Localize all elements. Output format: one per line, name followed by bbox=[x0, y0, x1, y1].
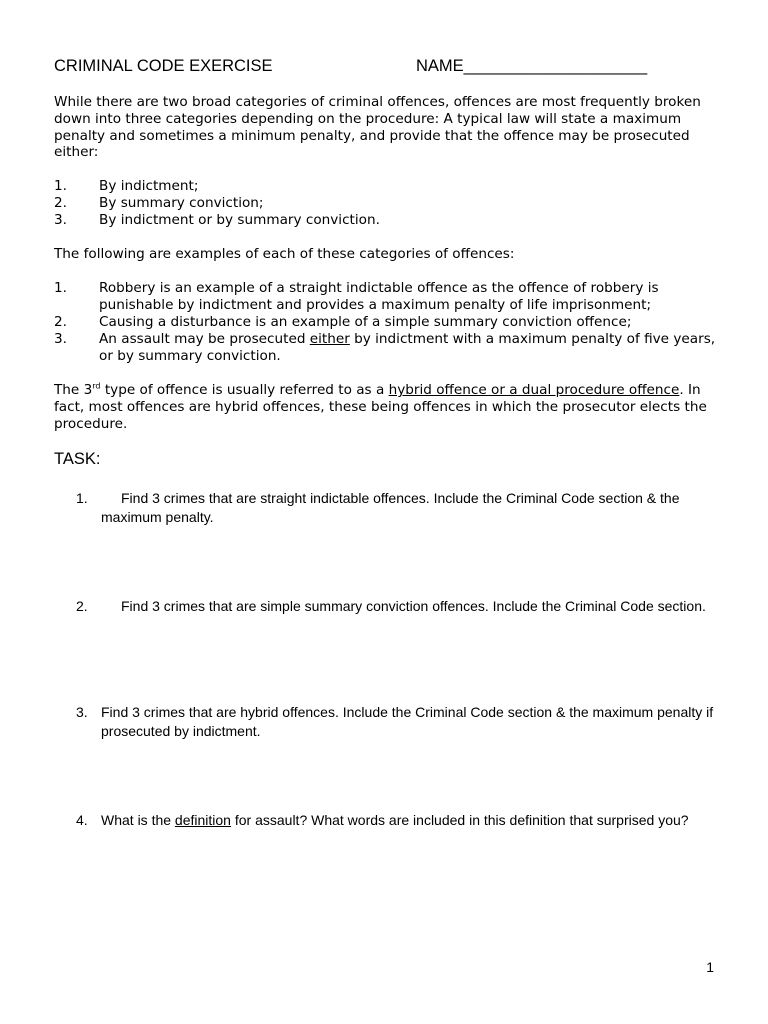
page-number: 1 bbox=[706, 959, 714, 975]
task-number: 1. bbox=[76, 490, 88, 506]
hybrid-paragraph: The 3rd type of offence is usually referred to as a hybrid offence or a dual procedure offence. In fact, most offences are hybrid offences, these being offences in which the prosecutor elects the procedure. bbox=[54, 381, 707, 432]
task-item-4 bbox=[76, 811, 726, 851]
example-item-3 bbox=[54, 331, 722, 365]
procedure-text: By indictment; bbox=[99, 178, 199, 194]
task-text: What is the definition for assault? What words are included in this definition that surprised you? bbox=[101, 812, 689, 828]
underlined-definition: definition bbox=[174, 812, 231, 828]
ordinal-superscript: rd bbox=[92, 381, 101, 391]
task-text: Find 3 crimes that are simple summary conviction offences. Include the Criminal Code section. bbox=[121, 598, 706, 614]
example-number: 3. bbox=[54, 331, 67, 347]
example-number: 1. bbox=[54, 280, 67, 296]
example-item-1 bbox=[54, 280, 722, 314]
task-text: Find 3 crimes that are hybrid offences. Include the Criminal Code section & the maximum penalty if prosecuted by indictment. bbox=[101, 704, 714, 739]
task-text: Find 3 crimes that are straight indictable offences. Include the Criminal Code section & the maximum penalty. bbox=[101, 490, 680, 525]
task-number: 2. bbox=[76, 598, 88, 614]
example-number: 2. bbox=[54, 314, 67, 330]
procedure-text: By indictment or by summary conviction. bbox=[99, 212, 380, 228]
task-item-2 bbox=[76, 597, 726, 637]
underlined-hybrid-term: hybrid offence or a dual procedure offence bbox=[388, 382, 680, 398]
example-text: Causing a disturbance is an example of a simple summary conviction offence; bbox=[99, 314, 632, 330]
name-field-label: NAME____________________ bbox=[416, 57, 648, 75]
procedure-text: By summary conviction; bbox=[99, 195, 264, 211]
example-text: Robbery is an example of a straight indictable offence as the offence of robbery is punishable by indictment and provides a maximum penalty of life imprisonment; bbox=[99, 280, 659, 313]
intro-paragraph: While there are two broad categories of criminal offences, offences are most frequently broken down into three categories depending on the procedure: A typical law will state a maximum penalty and sometimes a minimum penalty, and provide that the offence may be prosecuted either: bbox=[54, 94, 701, 161]
example-text: An assault may be prosecuted either by indictment with a maximum penalty of five years, or by summary conviction. bbox=[99, 331, 716, 364]
procedure-number: 2. bbox=[54, 195, 67, 211]
document-title: CRIMINAL CODE EXERCISE bbox=[54, 57, 273, 75]
task-item-3 bbox=[76, 703, 726, 743]
task-item-1 bbox=[76, 489, 726, 529]
procedure-number: 1. bbox=[54, 178, 67, 194]
task-number: 4. bbox=[76, 812, 88, 828]
examples-intro: The following are examples of each of these categories of offences: bbox=[54, 246, 515, 262]
task-heading: TASK: bbox=[54, 450, 101, 468]
underlined-either: either bbox=[309, 331, 350, 347]
procedure-number: 3. bbox=[54, 212, 67, 228]
task-number: 3. bbox=[76, 704, 88, 720]
